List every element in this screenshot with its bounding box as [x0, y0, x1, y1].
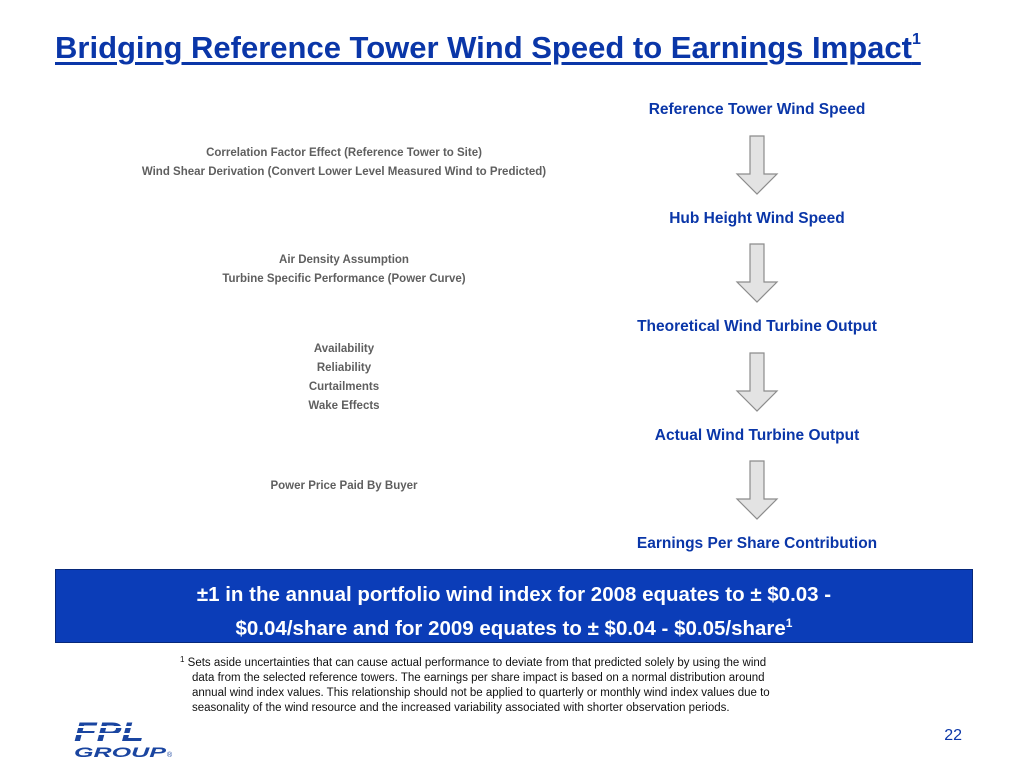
- factor-item: Reliability: [316, 362, 372, 374]
- factor-item: Availability: [313, 343, 375, 355]
- factor-item: Wind Shear Derivation (Convert Lower Level Measured Wind to Predicted): [141, 166, 547, 178]
- factor-item: Power Price Paid By Buyer: [270, 480, 418, 492]
- down-arrow-icon: [735, 243, 779, 303]
- stage-reference-tower-wind-speed: Reference Tower Wind Speed: [648, 101, 866, 118]
- callout-line-2: [56, 609, 972, 643]
- factor-item: Correlation Factor Effect (Reference Tower to Site): [206, 147, 482, 159]
- footnote-marker: 1: [180, 655, 185, 664]
- factor-group-hub-to-theoretical: [40, 251, 648, 289]
- logo-line-1: FPL: [74, 717, 144, 747]
- stage-eps-contribution: Earnings Per Share Contribution: [636, 535, 878, 552]
- factor-item: Turbine Specific Performance (Power Curve): [222, 273, 466, 285]
- fpl-group-logo: [72, 717, 184, 764]
- footnote: [180, 652, 920, 716]
- factor-group-actual-to-eps: [40, 477, 648, 496]
- factor-group-theoretical-to-actual: [40, 340, 648, 416]
- page-number: 22: [944, 727, 962, 744]
- factor-item: Curtailments: [308, 381, 380, 393]
- callout-line-2-text: $0.04/share and for 2009 equates to ± $0.04 - $0.05/share: [235, 617, 786, 640]
- down-arrow-icon: [735, 352, 779, 412]
- wind-index-callout: [55, 569, 973, 643]
- factor-item: Air Density Assumption: [279, 254, 409, 266]
- down-arrow-icon: [735, 135, 779, 195]
- stage-hub-height-wind-speed: Hub Height Wind Speed: [669, 210, 845, 227]
- logo-line-2: GROUP: [74, 744, 168, 759]
- footnote-line: annual wind index values. This relationship should not be applied to quarterly or monthly wind index values due to: [192, 687, 770, 699]
- page-title-text: Bridging Reference Tower Wind Speed to Earnings Impact: [55, 30, 912, 65]
- down-arrow-icon: [735, 460, 779, 520]
- stage-theoretical-output: Theoretical Wind Turbine Output: [637, 318, 877, 335]
- factor-item: Wake Effects: [308, 400, 380, 412]
- callout-line-1: ±1 in the annual portfolio wind index for 2008 equates to ± $0.03 -: [196, 583, 832, 606]
- footnote-line: seasonality of the wind resource and the increased variability associated with shorter observation periods.: [192, 702, 730, 714]
- title-footnote-marker: 1: [911, 31, 921, 48]
- factor-group-tower-to-hub: [40, 144, 648, 182]
- footnote-line: data from the selected reference towers. The earnings per share impact is based on a normal distribution around: [192, 672, 765, 684]
- stage-actual-output: Actual Wind Turbine Output: [654, 427, 860, 444]
- page-title: [55, 30, 921, 66]
- logo-registered-mark: ®: [167, 752, 173, 759]
- callout-footnote-marker: 1: [785, 616, 793, 630]
- footnote-text: Sets aside uncertainties that can cause actual performance to deviate from that predicted solely by using the wind: [187, 657, 767, 669]
- footnote-line: [180, 652, 920, 671]
